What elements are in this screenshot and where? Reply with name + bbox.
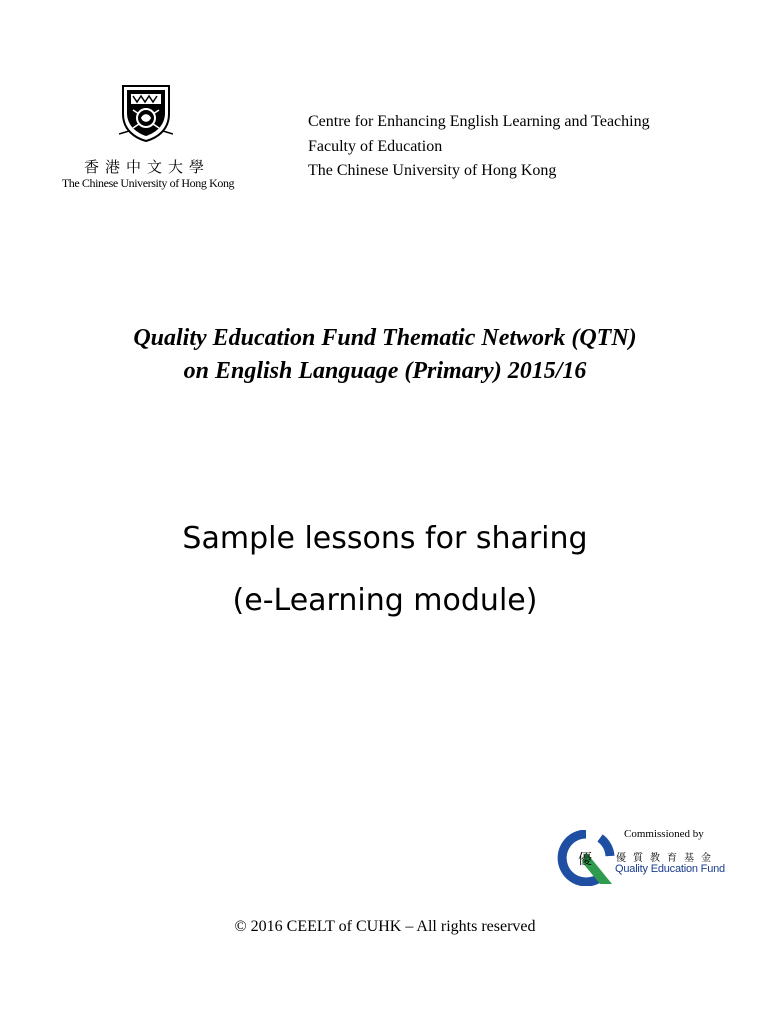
cuhk-logo xyxy=(48,84,248,194)
address-line-centre: Centre for Enhancing English Learning and Teaching xyxy=(308,113,650,130)
cuhk-chinese-name: 香港中文大學 xyxy=(83,158,210,176)
cuhk-english-name: The Chinese University of Hong Kong xyxy=(61,176,235,190)
qef-chinese-name: 優質教育基金 xyxy=(616,853,718,864)
svg-text:優: 優 xyxy=(578,852,592,868)
title-line-1: Quality Education Fund Thematic Network (QTN) xyxy=(133,325,637,351)
subtitle-line-1: Sample lessons for sharing xyxy=(182,521,588,556)
address-line-university: The Chinese University of Hong Kong xyxy=(308,162,557,179)
address-line-faculty: Faculty of Education xyxy=(308,137,443,155)
qef-english-name: Quality Education Fund xyxy=(615,863,725,875)
qef-logo-icon xyxy=(556,830,616,886)
title-line-2: on English Language (Primary) 2015/16 xyxy=(183,358,587,384)
subtitle-line-2: (e-Learning module) xyxy=(232,583,538,618)
copyright-footer: © 2016 CEELT of CUHK – All rights reserved xyxy=(234,918,536,935)
document-subtitle xyxy=(0,508,770,632)
document-title xyxy=(0,322,770,388)
institution-address xyxy=(308,110,728,184)
cuhk-crest-icon xyxy=(119,84,173,142)
commissioned-by-label: Commissioned by xyxy=(624,828,704,840)
